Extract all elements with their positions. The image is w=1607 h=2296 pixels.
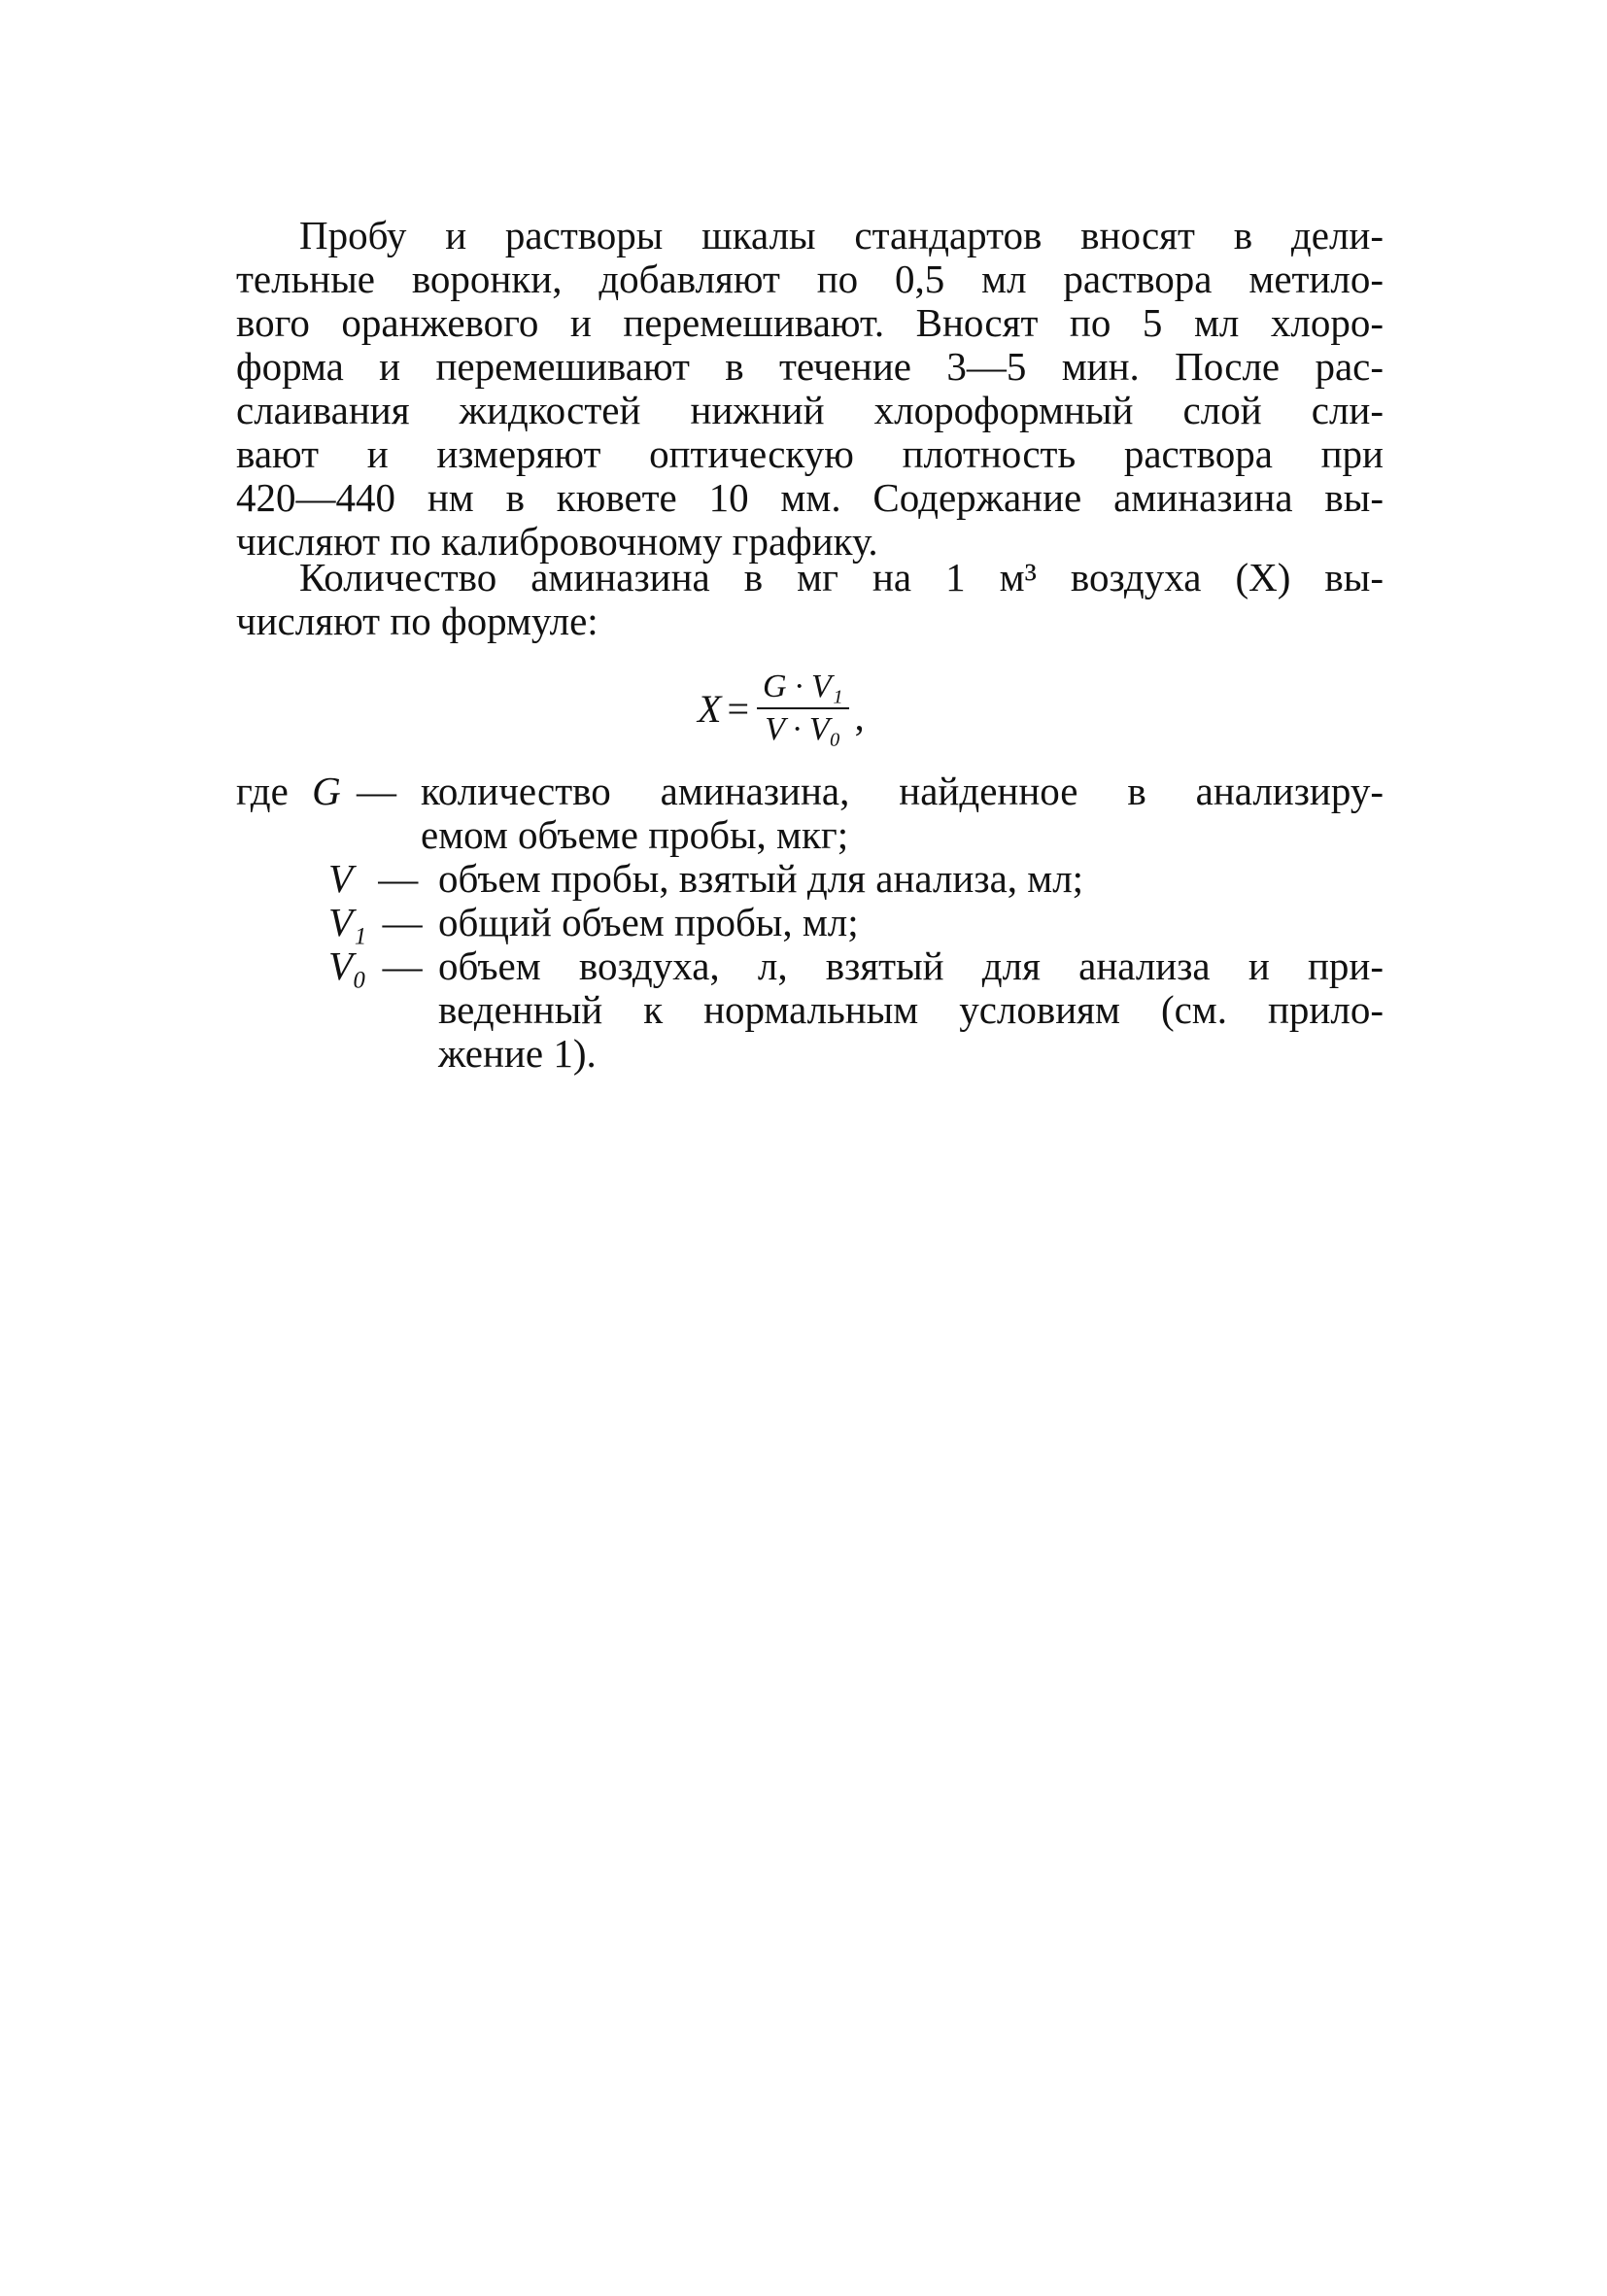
legend-item [236,857,1384,901]
legend-symbol [236,857,438,901]
legend-item [236,944,1384,1076]
legend-description [421,770,1384,857]
text-line: числяют по формуле: [236,599,598,643]
formula-denominator: V · V₀ [765,711,841,747]
text-line: слаивания жидкостей нижний хлороформный слой сли- [236,388,1384,432]
variable-legend [236,770,1384,1076]
legend-intro: где [236,769,289,813]
legend-description [438,857,1384,901]
text-line: емом объеме пробы, мкг; [421,812,849,857]
formula-fraction [757,668,849,748]
text-line: объем пробы, взятый для анализа, мл; [438,856,1084,901]
legend-item [236,770,1384,857]
formula-lhs: X [698,686,722,731]
text-line: Количество аминазина в мг на 1 м³ воздуха (X) вы- [299,555,1384,600]
legend-description [438,901,1384,944]
text-line: количество аминазина, найденное в анализиру- [421,769,1384,813]
legend-symbol [236,901,438,944]
text-line: веденный к нормальным условиям (см. прило- [438,987,1384,1032]
text-line: вают и измеряют оптическую плотность раствора при [236,431,1384,476]
legend-item [236,901,1384,944]
paragraph-calculation [236,556,1384,643]
legend-description [438,944,1384,1076]
text-line: тельные воронки, добавляют по 0,5 мл раствора метило- [236,257,1384,301]
formula-numerator: G · V₁ [757,668,849,709]
text-line: Пробу и растворы шкалы стандартов вносят в дели- [299,213,1384,257]
text-line: 420—440 нм в кювете 10 мм. Содержание аминазина вы- [236,475,1384,520]
text-line: форма и перемешивают в течение 3—5 мин. После рас- [236,344,1384,389]
legend-dash: — [382,900,423,944]
legend-var: G [312,769,341,813]
formula [698,668,865,748]
legend-var: V₁ [328,900,367,944]
text-line: объем воздуха, л, взятый для анализа и при- [438,943,1384,988]
paragraph-procedure [236,214,1384,564]
text-line: вого оранжевого и перемешивают. Вносят по 5 мл хлоро- [236,300,1384,345]
legend-dash: — [382,943,423,988]
legend-var: V₀ [328,943,367,988]
text-line: числяют по калибровочному графику. [236,519,878,564]
formula-equals: = [727,686,749,731]
text-line: жение 1). [438,1031,597,1076]
legend-symbol [236,770,421,857]
legend-var: V [328,856,354,901]
legend-symbol [236,944,438,1076]
legend-dash: — [378,856,419,901]
formula-trailing: , [854,694,865,738]
legend-dash: — [356,769,396,813]
text-line: общий объем пробы, мл; [438,900,859,944]
